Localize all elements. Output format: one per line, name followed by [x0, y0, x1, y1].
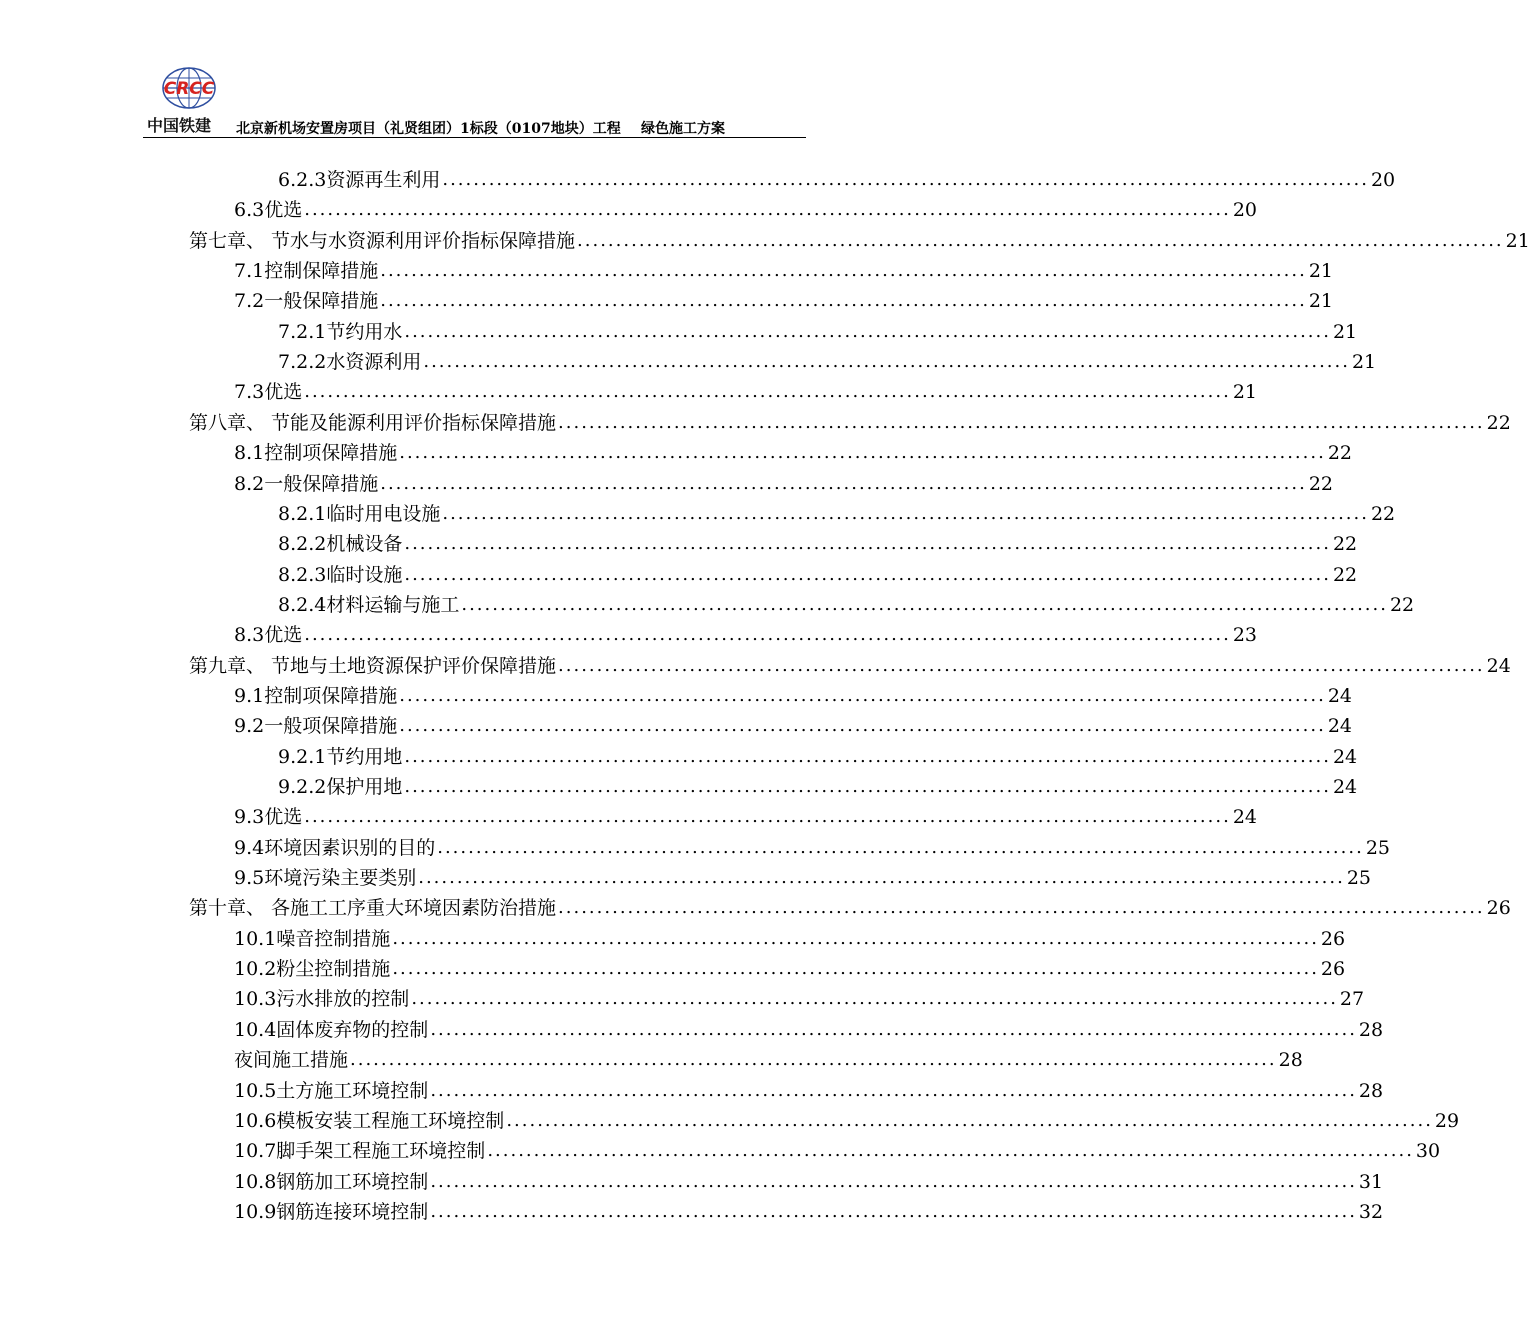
toc-page-number: 21	[1308, 260, 1334, 283]
toc-entry-label: 10.5土方施工环境控制	[234, 1079, 429, 1102]
toc-page-number: 21	[1332, 320, 1358, 343]
toc-page-number: 22	[1327, 442, 1353, 465]
toc-entry[interactable]	[234, 1012, 1384, 1042]
toc-entry[interactable]	[234, 283, 1334, 313]
toc-leader-dots: ........................................................................................................................	[442, 169, 1369, 190]
toc-page-number: 28	[1278, 1049, 1303, 1072]
toc-entry-label: 10.4固体废弃物的控制	[234, 1018, 429, 1041]
header-divider	[143, 137, 806, 138]
toc-entry-label: 9.1控制项保障措施	[234, 684, 398, 707]
toc-leader-dots: ........................................................................................................................	[506, 1109, 1433, 1131]
toc-entry[interactable]	[234, 617, 1258, 647]
toc-entry-label: 8.3优选	[234, 624, 303, 647]
toc-page-number: 29	[1434, 1109, 1460, 1132]
toc-page-number: 22	[1370, 502, 1396, 525]
toc-leader-dots: ........................................................................................................................	[380, 290, 1307, 312]
toc-leader-dots: ........................................................................................................................	[461, 593, 1388, 615]
toc-entry[interactable]	[189, 223, 1530, 253]
toc-leader-dots: ........................................................................................................................	[558, 897, 1485, 919]
toc-entry-label: 10.8钢筋加工环境控制	[234, 1170, 429, 1193]
toc-page-number: 22	[1308, 472, 1334, 495]
toc-entry[interactable]	[278, 162, 1396, 192]
logo-text: CRCC	[163, 79, 215, 99]
toc-entry[interactable]	[234, 1103, 1460, 1133]
toc-entry[interactable]	[234, 860, 1372, 890]
toc-entry-label: 第八章、 节能及能源利用评价指标保障措施	[189, 411, 557, 434]
toc-entry-label: 9.3优选	[234, 806, 303, 829]
toc-entry[interactable]	[234, 1164, 1384, 1194]
toc-page-number: 22	[1486, 411, 1511, 434]
toc-page-number: 22	[1389, 593, 1415, 616]
toc-entry-label: 10.2粉尘控制措施	[234, 958, 391, 981]
toc-entry-label: 7.2.1节约用水	[278, 320, 403, 343]
toc-entry-label: 9.2.1节约用地	[278, 745, 403, 768]
toc-entry-label: 7.2一般保障措施	[234, 290, 379, 313]
toc-entry-label: 7.2.2水资源利用	[278, 351, 422, 374]
toc-leader-dots: ........................................................................................................................	[304, 199, 1231, 221]
toc-page-number: 28	[1358, 1018, 1384, 1041]
toc-page-number: 26	[1320, 927, 1346, 950]
toc-page-number: 24	[1327, 684, 1353, 707]
toc-entry[interactable]	[234, 466, 1334, 496]
toc-leader-dots: ........................................................................................................................	[404, 776, 1331, 797]
toc-entry[interactable]	[234, 1042, 1303, 1072]
toc-leader-dots: ........................................................................................................................	[399, 684, 1326, 706]
toc-entry[interactable]	[278, 314, 1358, 344]
toc-entry-label: 10.3污水排放的控制	[234, 988, 410, 1011]
toc-leader-dots: ........................................................................................................................	[411, 988, 1338, 1010]
toc-entry-label: 10.6模板安装工程施工环境控制	[234, 1109, 505, 1132]
toc-entry-label: 9.5环境污染主要类别	[234, 867, 417, 890]
toc-entry-label: 8.2.4材料运输与施工	[278, 593, 460, 616]
toc-entry-label: 第七章、 节水与水资源利用评价指标保障措施	[189, 229, 576, 252]
toc-leader-dots: ........................................................................................................................	[404, 320, 1331, 342]
toc-leader-dots: ........................................................................................................................	[304, 624, 1231, 646]
toc-leader-dots: ........................................................................................................................	[404, 563, 1331, 585]
toc-entry[interactable]	[234, 374, 1258, 404]
toc-entry[interactable]	[189, 648, 1511, 678]
toc-entry[interactable]	[234, 1194, 1384, 1224]
toc-entry-label: 8.2.2机械设备	[278, 533, 403, 556]
toc-leader-dots: ........................................................................................................................	[399, 715, 1326, 737]
toc-entry-label: 8.2.1临时用电设施	[278, 502, 441, 525]
toc-leader-dots: ........................................................................................................................	[437, 836, 1364, 858]
toc-entry-label: 10.9钢筋连接环境控制	[234, 1200, 429, 1223]
toc-entry[interactable]	[278, 739, 1358, 769]
toc-page-number: 30	[1415, 1140, 1441, 1163]
toc-leader-dots: ........................................................................................................................	[487, 1140, 1414, 1162]
toc-leader-dots: ........................................................................................................................	[430, 1170, 1357, 1192]
toc-entry[interactable]	[234, 253, 1334, 283]
toc-page-number: 26	[1486, 897, 1511, 920]
toc-entry-label: 9.2一般项保障措施	[234, 715, 398, 738]
toc-leader-dots: ........................................................................................................................	[404, 745, 1331, 767]
toc-entry[interactable]	[234, 192, 1258, 222]
toc-entry-label: 7.1控制保障措施	[234, 260, 379, 283]
toc-leader-dots: ........................................................................................................................	[380, 472, 1307, 494]
toc-entry[interactable]	[278, 587, 1415, 617]
toc-page-number: 28	[1358, 1079, 1384, 1102]
toc-leader-dots: ........................................................................................................................	[418, 867, 1345, 889]
toc-entry[interactable]	[234, 951, 1346, 981]
toc-leader-dots: ........................................................................................................................	[430, 1079, 1357, 1101]
toc-entry-label: 8.1控制项保障措施	[234, 442, 398, 465]
toc-entry[interactable]	[234, 678, 1353, 708]
toc-entry-label: 6.3优选	[234, 199, 303, 222]
project-title: 北京新机场安置房项目（礼贤组团）1标段（0107地块）工程	[236, 121, 621, 137]
toc-entry-label: 10.1噪音控制措施	[234, 927, 391, 950]
toc-page-number: 22	[1332, 533, 1358, 556]
toc-leader-dots: ........................................................................................................................	[423, 351, 1350, 373]
toc-entry[interactable]	[278, 557, 1358, 587]
page-header	[143, 66, 806, 138]
toc-page-number: 24	[1232, 806, 1258, 829]
toc-entry[interactable]	[234, 1133, 1441, 1163]
toc-entry[interactable]	[234, 799, 1258, 829]
toc-leader-dots: ........................................................................................................................	[404, 533, 1331, 555]
globe-icon	[143, 66, 235, 116]
toc-leader-dots: ........................................................................................................................	[577, 229, 1504, 251]
toc-page-number: 26	[1320, 958, 1346, 981]
toc-leader-dots: ........................................................................................................................	[558, 411, 1485, 433]
toc-entry-label: 第九章、 节地与土地资源保护评价保障措施	[189, 654, 557, 677]
toc-page-number: 32	[1358, 1200, 1384, 1223]
toc-entry[interactable]	[278, 526, 1358, 556]
toc-entry[interactable]	[234, 981, 1365, 1011]
toc-entry[interactable]	[234, 921, 1346, 951]
toc-leader-dots: ........................................................................................................................	[442, 502, 1369, 524]
toc-entry[interactable]	[234, 435, 1353, 465]
toc-entry-label: 10.7脚手架工程施工环境控制	[234, 1140, 486, 1163]
toc-leader-dots: ........................................................................................................................	[304, 381, 1231, 403]
toc-page-number: 24	[1486, 654, 1511, 677]
toc-entry-label: 9.4环境因素识别的目的	[234, 836, 436, 859]
toc-entry-label: 第十章、 各施工工序重大环境因素防治措施	[189, 897, 557, 920]
toc-page-number: 25	[1346, 867, 1372, 890]
toc-entry[interactable]	[278, 769, 1358, 799]
toc-page-number: 20	[1370, 169, 1396, 191]
toc-entry[interactable]	[234, 1073, 1384, 1103]
toc-leader-dots: ........................................................................................................................	[430, 1200, 1357, 1222]
crcc-logo	[143, 66, 235, 135]
toc-leader-dots: ........................................................................................................................	[558, 654, 1485, 676]
toc-entry-label: 9.2.2保护用地	[278, 776, 403, 798]
toc-page-number: 31	[1358, 1170, 1384, 1193]
toc-entry[interactable]	[189, 405, 1511, 435]
toc-page-number: 25	[1365, 836, 1391, 859]
toc-leader-dots: ........................................................................................................................	[392, 927, 1319, 949]
toc-page-number: 23	[1232, 624, 1258, 647]
toc-entry[interactable]	[234, 708, 1353, 738]
toc-leader-dots: ........................................................................................................................	[380, 260, 1307, 282]
toc-entry-label: 8.2.3临时设施	[278, 563, 403, 586]
toc-leader-dots: ........................................................................................................................	[392, 958, 1319, 980]
toc-leader-dots: ........................................................................................................................	[350, 1049, 1277, 1071]
toc-page-number: 21	[1351, 351, 1377, 374]
toc-page-number: 24	[1332, 776, 1358, 798]
toc-page-number: 27	[1339, 988, 1365, 1011]
toc-page-number: 21	[1505, 229, 1530, 252]
toc-page-number: 21	[1308, 290, 1334, 313]
toc-page-number: 22	[1332, 563, 1358, 586]
toc-page-number: 24	[1327, 715, 1353, 738]
toc-entry-label: 夜间施工措施	[234, 1049, 349, 1072]
toc-page-number: 20	[1232, 199, 1258, 222]
logo-chinese-name: 中国铁建	[147, 116, 212, 135]
toc-entry[interactable]	[278, 344, 1377, 374]
toc-page-number: 24	[1332, 745, 1358, 768]
toc-page-number: 21	[1232, 381, 1258, 404]
toc-entry[interactable]	[278, 496, 1396, 526]
toc-entry[interactable]	[189, 890, 1511, 920]
document-title: 绿色施工方案	[641, 121, 725, 137]
toc-entry-label: 8.2一般保障措施	[234, 472, 379, 495]
toc-leader-dots: ........................................................................................................................	[304, 806, 1231, 828]
toc-entry-label: 6.2.3资源再生利用	[278, 169, 441, 191]
toc-entry-label: 7.3优选	[234, 381, 303, 404]
toc-leader-dots: ........................................................................................................................	[430, 1018, 1357, 1040]
toc-entry[interactable]	[234, 830, 1391, 860]
toc-leader-dots: ........................................................................................................................	[399, 442, 1326, 464]
